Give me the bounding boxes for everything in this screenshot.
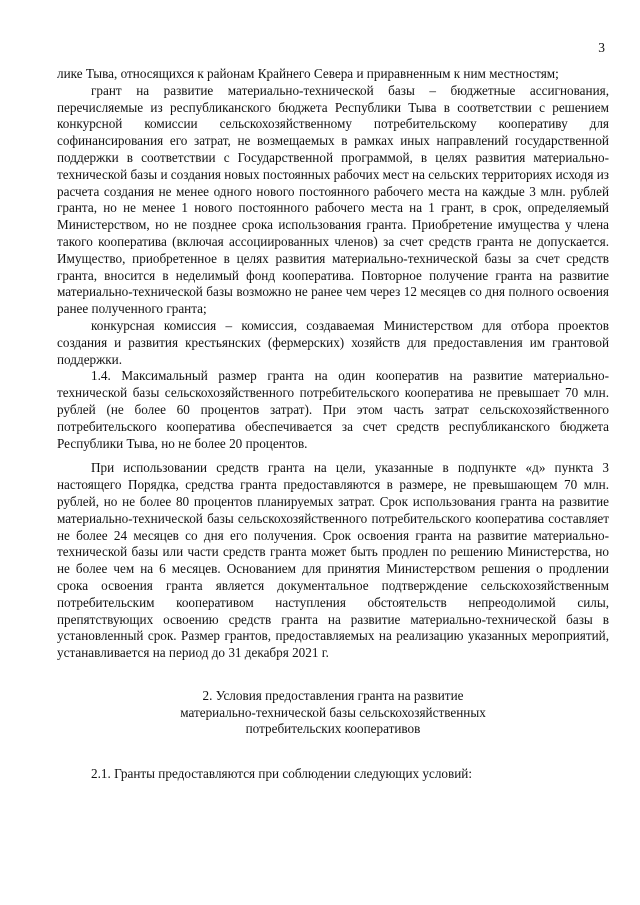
section-heading-line-1: 2. Условия предоставления гранта на развитие [202, 687, 464, 703]
paragraph-continuation: лике Тыва, относящихся к районам Крайнего Севера и приравненным к ним местностям; [57, 66, 559, 81]
clause-2-1: 2.1. Гранты предоставляются при соблюдении следующих условий: [91, 766, 473, 782]
paragraph-grant-usage: При использовании средств гранта на цели, указанные в подпункте «д» пункта 3 настоящего Порядка, средства гранта предоставляются в размере, не превышающем 70 млн. рублей, но не более 80 процентов планируемых затрат. Срок использования гранта на развитие материально-технической базы сельскохозяйственного потребительского кооператива составляет не более 24 месяцев со дня его получения. Срок освоения гранта на развитие материально-технической базы или части средств гранта может быть продлен по решению Министерства, но не более чем на 6 месяцев. Основанием для принятия Министерством решения о продлении срока освоения гранта является документальное подтверждение сельскохозяйственным потребительским кооперативом наступления обстоятельств непреодолимой силы, препятствующих освоению средств гранта на развитие материально-технической базы в установленный срок. Размер грантов, предоставляемых на реализацию указанных мероприятий, устанавливается на период до 31 декабря 2021 г. [57, 460, 609, 661]
document-body [57, 66, 609, 783]
page-number: 3 [598, 40, 605, 55]
paragraph-grant-definition: грант на развитие материально-технической базы – бюджетные ассигнования, перечисляемые из республиканского бюджета Республики Тыва в соответствии с решением конкурсной комиссии сельскохозяйственному потребительскому кооперативу для софинансирования его затрат, не возмещаемых в рамках иных направлений государственной поддержки в соответствии с Государственной программой, в целях развития материально-технической базы и создания новых постоянных рабочих мест на сельских территориях исходя из расчета создания не менее одного нового постоянного рабочего места на каждые 3 млн. рублей гранта, но не менее 1 нового постоянного рабочего места на 1 грант, в срок, определяемый Министерством, но не позднее срока использования гранта. Приобретение имущества у члена такого кооператива (включая ассоциированных членов) за счет средств гранта не допускается. Имущество, приобретенное в целях развития материально-технической базы за счет средств гранта, вносится в неделимый фонд кооператива. Повторное получение гранта на развитие материально-технической базы возможно не ранее чем через 12 месяцев со дня полного освоения ранее полученного гранта; [57, 82, 609, 317]
section-heading-line-3: потребительских кооперативов [245, 721, 421, 737]
section-heading [57, 688, 609, 738]
paragraph-commission-definition: конкурсная комиссия – комиссия, создаваемая Министерством для отбора проектов создания и развития крестьянских (фермерских) хозяйств для предоставления им грантовой поддержки. [57, 317, 609, 367]
paragraph-1-4: 1.4. Максимальный размер гранта на один кооператив на развитие материально-технической базы сельскохозяйственного потребительского кооператива не превышает 70 млн. рублей (не более 60 процентов затрат). При этом часть затрат сельскохозяйственного потребительского кооператива обеспечивается за счет средств республиканского бюджета Республики Тыва, но не более 20 процентов. [57, 368, 609, 451]
section-heading-line-2: материально-технической базы сельскохозяйственных [180, 704, 486, 720]
